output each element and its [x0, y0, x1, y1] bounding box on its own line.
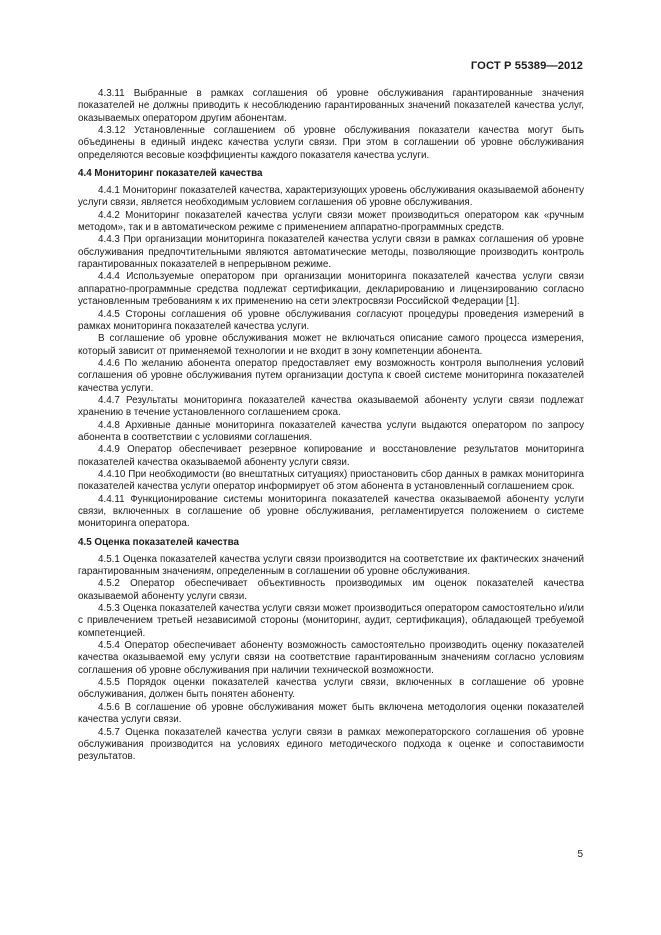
paragraph-4-4-5: 4.4.5 Стороны соглашения об уровне обслуживания согласуют процедуры проведения измерений в рамках мониторинга показателей качества услуги.: [78, 308, 584, 332]
document-id: ГОСТ Р 55389—2012: [470, 60, 583, 72]
paragraph-4-4-1: 4.4.1 Мониторинг показателей качества, характеризующих уровень обслуживания оказываемой абоненту услуги связи, является необходимым условием соглашения об уровне обслуживания.: [78, 185, 584, 209]
paragraph-4-5-6: 4.5.6 В соглашение об уровне обслуживания может быть включена методология оценки показателей качества услуги связи.: [78, 701, 584, 726]
document-body: [78, 88, 584, 764]
paragraph-4-5-4: 4.5.4 Оператор обеспечивает абоненту возможность самостоятельно производить оценку показателей качества оказываемой ему услуги связи на соответствие гарантированным значениям согласно условиям соглашения об уровне обслуживания при наличии технической возможности.: [78, 640, 584, 676]
paragraph-4-4-5-note: В соглашение об уровне обслуживания может не включаться описание самого процесса измерения, который зависит от применяемой технологии и не входит в зону компетенции абонента.: [78, 333, 584, 357]
page-number: 5: [577, 849, 583, 860]
paragraph-4-5-2: 4.5.2 Оператор обеспечивает объективность производимых им оценок показателей качества оказываемой абоненту услуги связи.: [78, 578, 584, 602]
paragraph-4-4-3: 4.4.3 При организации мониторинга показателей качества услуги связи в рамках соглашения об уровне обслуживания предпочтительными являются автоматические методы, позволяющие производить контроль гарантированных показателей в непрерывном режиме.: [78, 234, 584, 271]
paragraph-4-4-10: 4.4.10 При необходимости (во внештатных ситуациях) приостановить сбор данных в рамках мониторинга показателей качества услуги оператор информирует об этом абонента в установленный соглашением срок.: [78, 468, 584, 493]
paragraph-4-4-8: 4.4.8 Архивные данные мониторинга показателей качества услуги выдаются оператором по запросу абонента в соответствии с условиями соглашения.: [78, 419, 584, 443]
paragraph-4-4-6: 4.4.6 По желанию абонента оператор предоставляет ему возможность контроля выполнения условий соглашения об уровне обслуживания путем организации доступа к своей системе мониторинга показателей качества услуги.: [78, 357, 584, 394]
paragraph-4-5-1: 4.5.1 Оценка показателей качества услуги связи производится на соответствие их фактических значений гарантированным значениям, определенным в соглашении об уровне обслуживания.: [78, 553, 584, 578]
section-heading-4-4: 4.4 Мониторинг показателей качества: [78, 168, 263, 180]
paragraph-4-5-3: 4.5.3 Оценка показателей качества услуги связи может производиться оператором самостоятельно и/или с привлечением третьей независимой стороны (мониторинг, аудит, сертификация), обладающей требуемой компетенцией.: [78, 603, 584, 639]
section-heading-4-5: 4.5 Оценка показателей качества: [78, 536, 239, 548]
paragraph-4-4-9: 4.4.9 Оператор обеспечивает резервное копирование и восстановление результатов мониторинга показателей качества оказываемой абоненту услуги связи.: [78, 444, 584, 468]
paragraph-4-4-4: 4.4.4 Используемые оператором при организации мониторинга показателей качества услуги связи аппаратно-программные средства подлежат сертификации, декларированию и лицензированию согласно установленным требованиям к их применению на сети электросвязи Российской Федерации [1].: [78, 271, 584, 308]
paragraph-4-3-11: 4.3.11 Выбранные в рамках соглашения об уровне обслуживания гарантированные значения показателей не должны приводить к несоблюдению гарантированных значений показателей качества услуг, оказываемых оператором другим абонентам.: [78, 88, 584, 124]
paragraph-4-4-7: 4.4.7 Результаты мониторинга показателей качества оказываемой абоненту услуги связи подлежат хранению в течение установленного соглашением срока.: [78, 394, 584, 419]
paragraph-4-5-7: 4.5.7 Оценка показателей качества услуги связи в рамках межоператорского соглашения об уровне обслуживания производится на условиях единого методического подхода к оценке и сопоставимости результатов.: [78, 726, 584, 763]
paragraph-4-4-2: 4.4.2 Мониторинг показателей качества услуги связи может производиться оператором как «ручным методом», так и в автоматическом режиме с применением аппаратно-программных средств.: [78, 209, 584, 234]
paragraph-4-3-12: 4.3.12 Установленные соглашением об уровне обслуживания показатели качества могут быть объединены в единый индекс качества услуги связи. При этом в соглашении об уровне обслуживания определяются весовые коэффициенты каждого показателя качества услуги.: [78, 125, 584, 161]
paragraph-4-4-11: 4.4.11 Функционирование системы мониторинга показателей качества оказываемой абоненту услуги связи, включенных в соглашение об уровне обслуживания, регламентируется положением о системе мониторинга оператора.: [78, 493, 584, 530]
paragraph-4-5-5: 4.5.5 Порядок оценки показателей качества услуги связи, включенных в соглашение об уровне обслуживания, должен быть понятен абоненту.: [78, 677, 584, 701]
